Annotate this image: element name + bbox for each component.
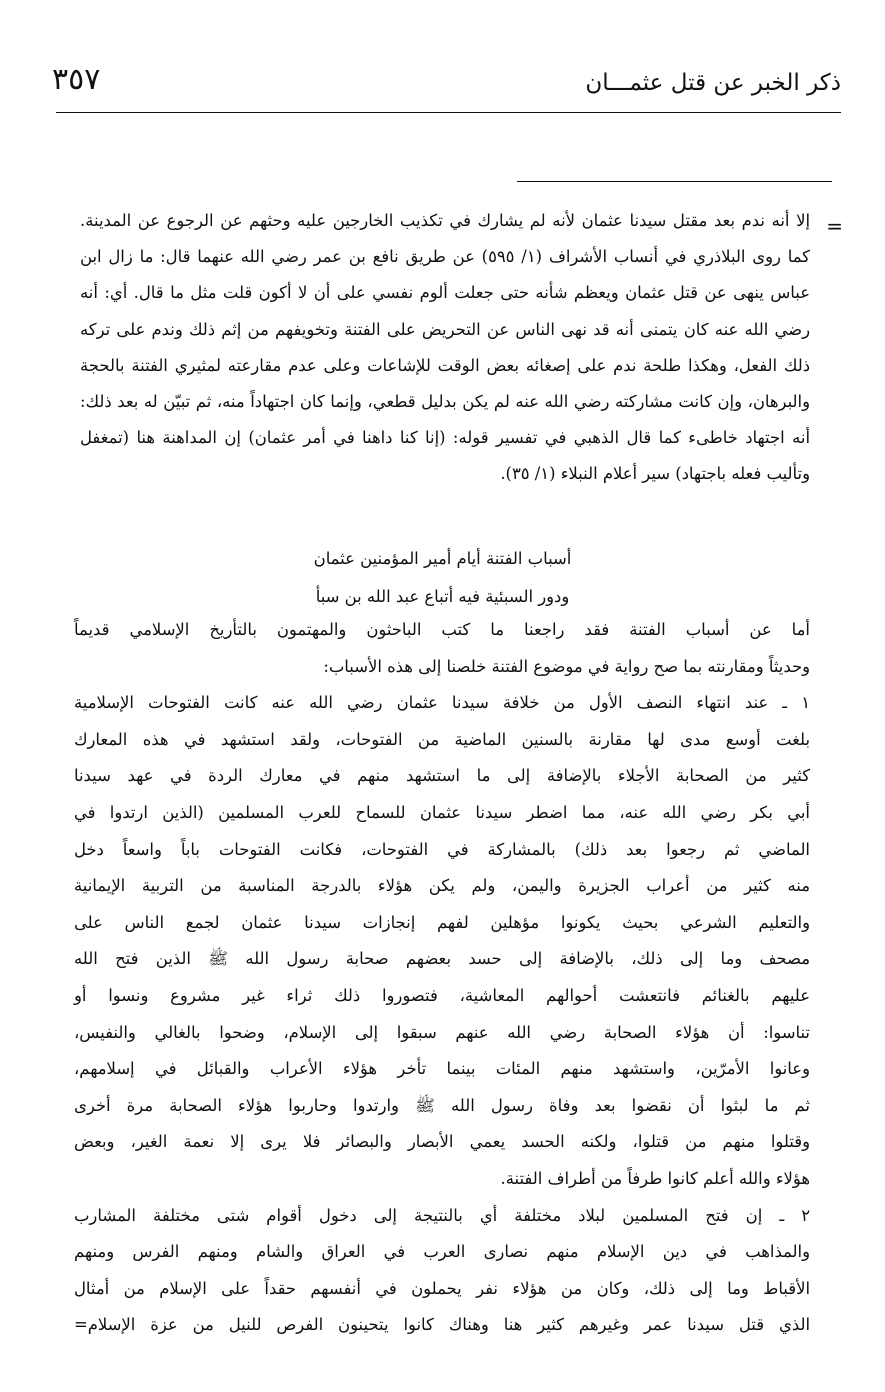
text-line: وقتلوا منهم من قتلوا، ولكنه الحسد يعمي الأبصار والبصائر فلا يرى إلا نعمة الغير، وبعض [74,1132,810,1152]
text-line: والتعليم الشرعي بحيث يكونوا مؤهلين لفهم إنجازات سيدنا عثمان لجمع الناس على [74,912,810,932]
page-header [52,62,841,112]
text-line: وحديثاً ومقارنته بما صح رواية في موضوع الفتنة خلصنا إلى هذه الأسباب: [323,656,810,676]
text-line: هؤلاء والله أعلم كانوا طرفاً من أطراف الفتنة. [500,1168,810,1188]
section-heading-line-1: أسباب الفتنة أيام أمير المؤمنين عثمان [313,549,572,568]
text-line: كثير من الصحابة الأجلاء بالإضافة إلى ما استشهد منهم في معارك الردة في عهد سيدنا [74,766,810,786]
main-text-block [74,612,810,1344]
footnote-paragraph: إلا أنه ندم بعد مقتل سيدنا عثمان لأنه لم يشارك في تكذيب الخارجين عليه وحثهم عن الرجوع عن المدينة. كما روى البلاذري في أنساب الأشراف (١/ ٥٩٥) عن طريق نافع بن عمر رضي الله عنهما قال: ما زال ابن عباس ينهى عن قتل عثمان ويعظم شأنه حتى جعلت ألوم نفسي على أن لا أكون قلت مثل ما قال. أي: أنه رضي الله عنه كان يتمنى أنه قد نهى الناس عن التحريض على الفتنة وتخويفهم من إثم ذلك وندم على تركه ذلك الفعل، وهكذا طلحة ندم على إصغائه بعض الوقت للإشاعات وعلى عدم مقارعته لمثيري الفتنة بالحجة والبرهان، وإن كانت مشاركته رضي الله عنه لم يكن بدليل قطعي، وإنما كان اجتهاداً منه، ثم تبيّن له بعد ذلك: أنه اجتهاد خاطىء كما قال الذهبي في تفسير قوله: (إنا كنا داهنا في أمر عثمان) إن المداهنة هنا (تمغفل وتأليب فعله باجتهاد) سير أعلام النبلاء (١/ ٣٥). [80,211,810,484]
header-divider [56,112,841,113]
text-line: منه كثير من أعراب الجزيرة واليمن، ولم يكن هؤلاء بالدرجة المناسبة من التربية الإيمانية [74,876,810,896]
text-line: تناسوا: أن هؤلاء الصحابة رضي الله عنهم سبقوا إلى الإسلام، وضحوا بالغالي والنفيس، [74,1022,810,1042]
footnote-divider [517,181,832,182]
text-line: والمذاهب في دين الإسلام منهم نصارى العرب في العراق والشام ومنهم الفرس ومنهم [74,1242,810,1262]
text-line: عليهم بالغنائم فانتعشت أحوالهم المعاشية، فتصوروا ذلك ثراء غير مشروع ونسوا أو [74,985,810,1005]
text-line: ثم ما لبثوا أن نقضوا بعد وفاة رسول الله ﷺ وارتدوا وحاربوا هؤلاء الصحابة مرة أخرى [74,1095,810,1115]
section-heading-line-2: ودور السبئية فيه أتباع عبد الله بن سبأ [315,587,570,606]
text-line: أبي بكر رضي الله عنه، مما اضطر سيدنا عثمان للسماح للعرب المسلمين (الذين ارتدوا في [74,802,810,822]
page-number: ٣٥٧ [52,62,101,97]
footnote-text-block [80,203,810,493]
text-line: وعانوا الأمرّين، واستشهد منهم المئات بينما تأخر هؤلاء الأعراب والقبائل في إسلامهم، [74,1059,810,1079]
text-line: الماضي ثم رجعوا بعد ذلك) بالمشاركة في الفتوحات، فكانت الفتوحات باباً واسعاً دخل [74,839,810,859]
text-line: أما عن أسباب الفتنة فقد راجعنا ما كتب الباحثون والمهتمون بالتأريخ الإسلامي قديماً [74,620,810,639]
text-line: ١ ـ عند انتهاء النصف الأول من خلافة سيدنا عثمان رضي الله عنه كانت الفتوحات الإسلامية [74,693,810,713]
text-line: مصحف وما إلى ذلك، بالإضافة إلى حسد بعضهم صحابة رسول الله ﷺ الذين فتح الله [74,949,810,969]
text-line: ٢ ـ إن فتح المسلمين لبلاد مختلفة أي بالنتيجة إلى دخول أقوام شتى مختلفة المشارب [74,1205,810,1225]
footnote-continuation-mark: = [826,214,843,238]
text-line: الذي قتل سيدنا عمر وغيرهم كثير هنا وهناك كانوا يتحينون الفرص للنيل من عزة الإسلام= [74,1315,810,1335]
chapter-title: ذكر الخبر عن قتل عثمـــان [585,70,841,96]
text-line: بلغت أوسع مدى لها مقارنة بالسنين الماضية من الفتوحات، ولقد استشهد في هذه المعارك [74,729,810,749]
text-line: الأقباط وما إلى ذلك، وكان من هؤلاء نفر يحملون في أنفسهم حقداً على الإسلام من أمثال [74,1278,810,1298]
section-heading [0,540,885,616]
